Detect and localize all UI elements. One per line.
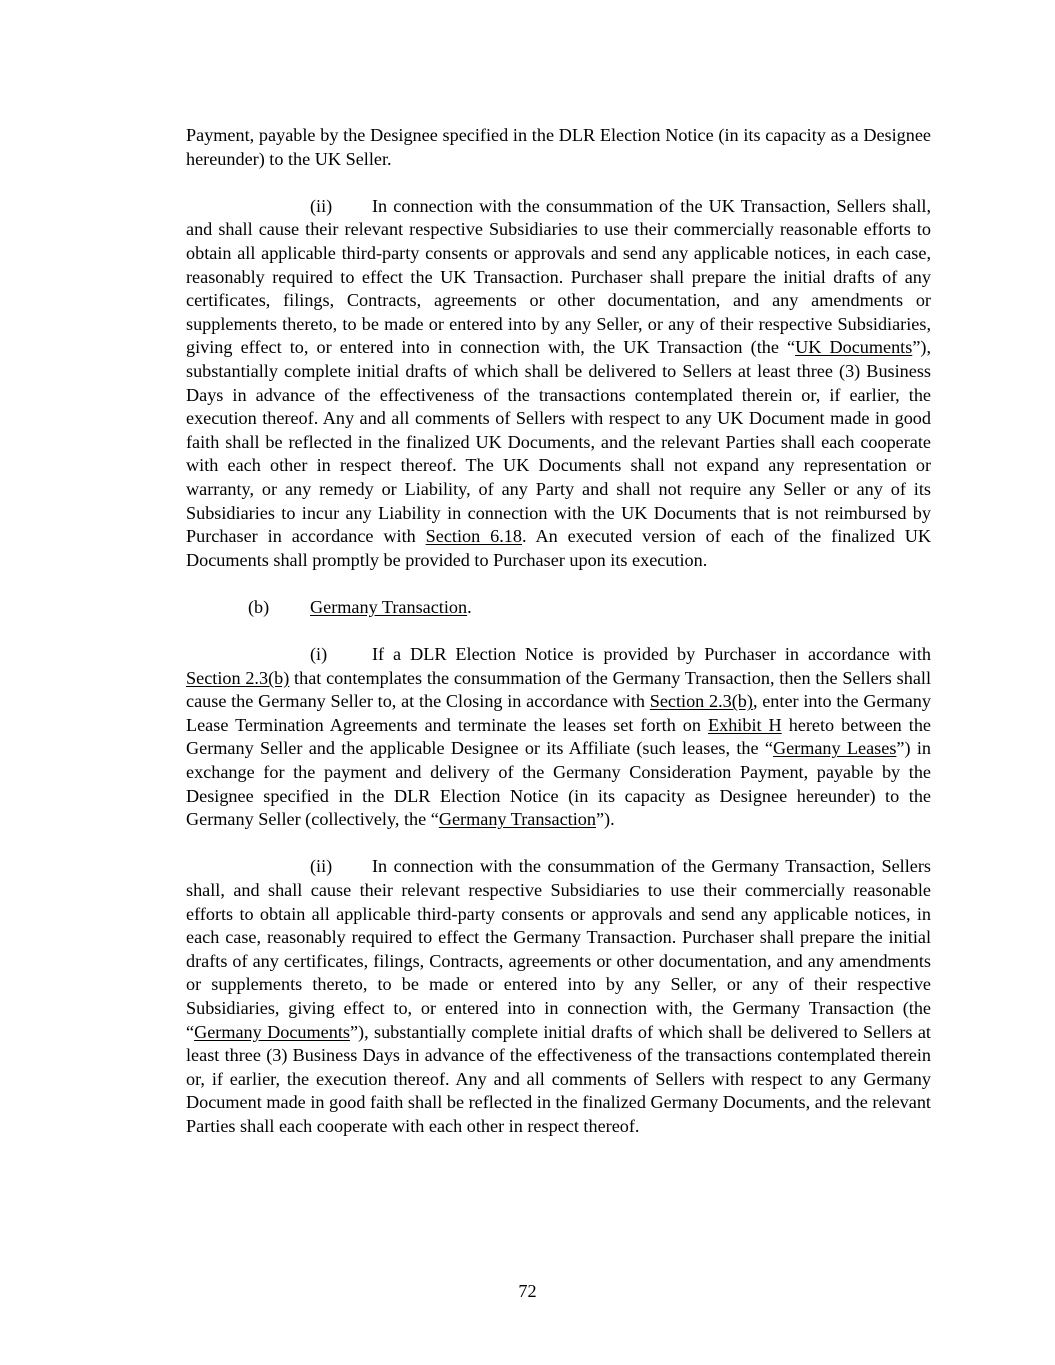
defined-term-germany-transaction: Germany Transaction: [438, 809, 596, 830]
clause-number: (ii): [310, 195, 333, 216]
section-reference: Section 2.3(b): [649, 691, 753, 712]
heading-title: Germany Transaction: [310, 596, 468, 617]
section-heading-germany-transaction: (b) Germany Transaction.: [248, 596, 931, 620]
paragraph-germany-ii: (ii) In connection with the consummation of the Germany Transaction, Sellers shall, and shall cause their relevant respective Subsidiaries to use their commercially reasonable efforts to obtain all applicable third-party consents or approvals and send any applicable notices, in each case, reasonably required to effect the Germany Transaction. Purchaser shall prepare the initial drafts of any certificates, filings, Contracts, agreements or other documentation, and any amendments or supplements thereto, to be made or entered into by any Seller, or any of their respective Subsidiaries, giving effect to, or entered into in connection with, the Germany Transaction (the “Germany Documents”), substantially complete initial drafts of which shall be delivered to Sellers at least three (3) Business Days in advance of the effectiveness of the transactions contemplated therein or, if earlier, the execution thereof. Any and all comments of Sellers with respect to any Germany Document made in good faith shall be reflected in the finalized Germany Documents, and the relevant Parties shall each cooperate with each other in respect thereof.: [186, 856, 931, 1136]
clause-number: (b): [248, 596, 270, 617]
paragraph-continuation: Payment, payable by the Designee specified in the DLR Election Notice (in its capacity as a Designee hereunder) to the UK Seller.: [186, 125, 931, 169]
paragraph-uk-ii: (ii) In connection with the consummation of the UK Transaction, Sellers shall, and shall cause their relevant respective Subsidiaries to use their commercially reasonable efforts to obtain all applicable third-party consents or approvals and send any applicable notices, in each case, reasonably required to effect the UK Transaction. Purchaser shall prepare the initial drafts of any certificates, filings, Contracts, agreements or other documentation, and any amendments or supplements thereto, to be made or entered into by any Seller, or any of their respective Subsidiaries, giving effect to, or entered into in connection with, the UK Transaction (the “UK Documents”), substantially complete initial drafts of which shall be delivered to Sellers at least three (3) Business Days in advance of the effectiveness of the transactions contemplated therein or, if earlier, the execution thereof. Any and all comments of Sellers with respect to any UK Document made in good faith shall be reflected in the finalized UK Documents, and the relevant Parties shall each cooperate with each other in respect thereof. The UK Documents shall not expand any representation or warranty, or any remedy or Liability, of any Party and shall not require any Seller or any of its Subsidiaries to incur any Liability in connection with the UK Documents that is not reimbursed by Purchaser in accordance with Section 6.18. An executed version of each of the finalized UK Documents shall promptly be provided to Purchaser upon its execution.: [186, 195, 931, 570]
defined-term-uk-documents: UK Documents: [795, 337, 913, 358]
section-reference: Section 6.18: [425, 526, 522, 547]
defined-term-germany-documents: Germany Documents: [194, 1021, 350, 1042]
section-reference: Section 2.3(b): [186, 667, 290, 688]
exhibit-reference: Exhibit H: [708, 714, 782, 735]
document-body: [186, 124, 931, 1162]
defined-term-germany-leases: Germany Leases: [772, 738, 897, 759]
clause-number: (ii): [310, 856, 333, 877]
clause-number: (i): [310, 644, 328, 665]
paragraph-germany-i: (i) If a DLR Election Notice is provided by Purchaser in accordance with Section 2.3(b) that contemplates the consummation of the Germany Transaction, then the Sellers shall cause the Germany Seller to, at the Closing in accordance with Section 2.3(b), enter into the Germany Lease Termination Agreements and terminate the leases set forth on Exhibit H hereto between the Germany Seller and the applicable Designee or its Affiliate (such leases, the “Germany Leases”) in exchange for the payment and delivery of the Germany Consideration Payment, payable by the Designee specified in the DLR Election Notice (in its capacity as Designee hereunder) to the Germany Seller (collectively, the “Germany Transaction”).: [186, 644, 932, 830]
page-number: 72: [518, 1281, 537, 1301]
